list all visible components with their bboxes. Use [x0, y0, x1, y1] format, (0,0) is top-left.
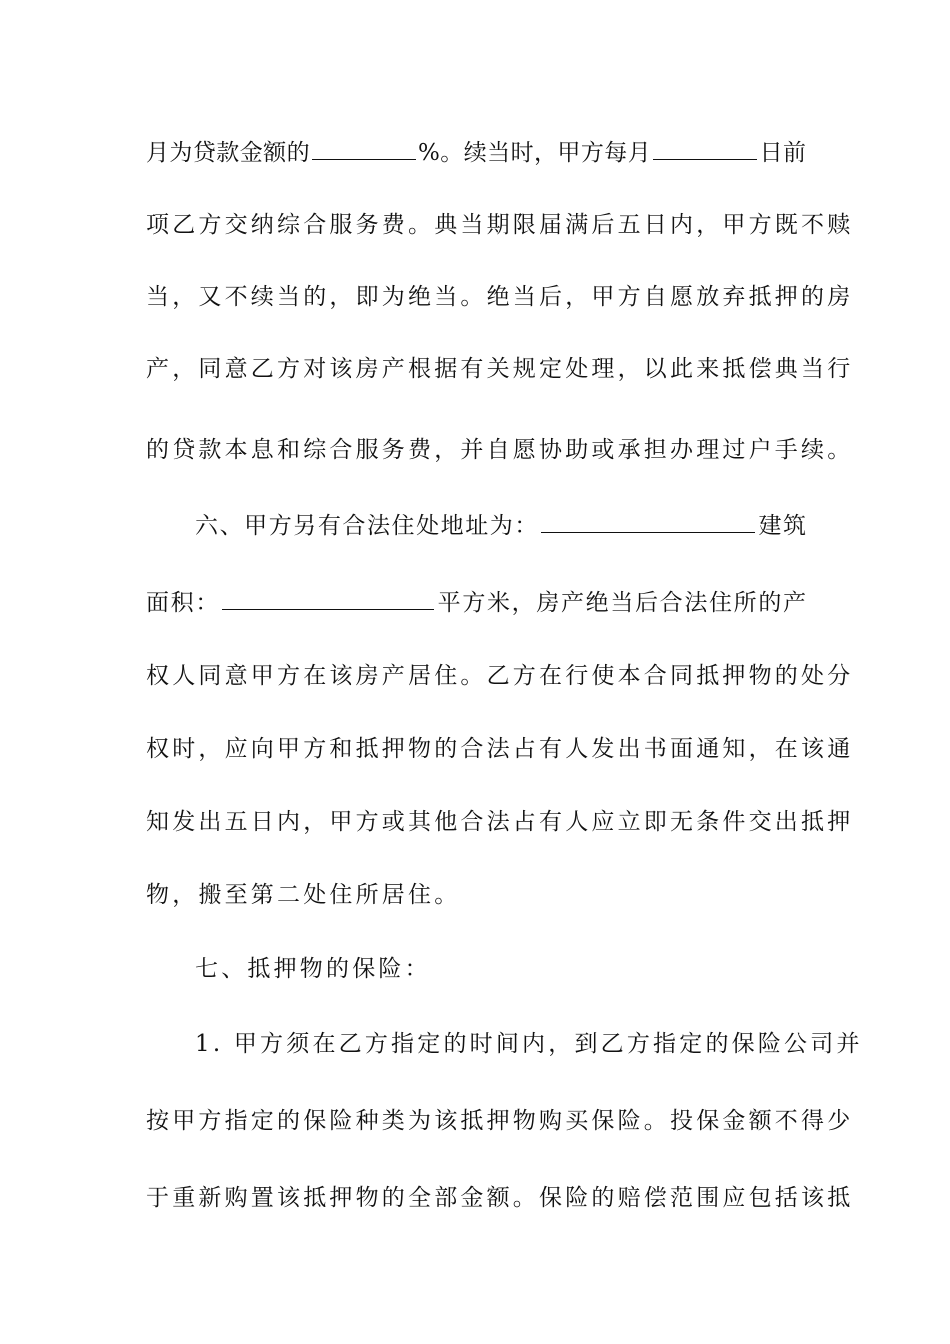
- text-line-11: 物，搬至第二处住所居住。: [146, 882, 461, 908]
- text-segment: 建筑: [756, 513, 806, 539]
- text-line-15: 于重新购置该抵押物的全部金额。保险的赔偿范围应包括该抵: [146, 1185, 854, 1211]
- text-line-10: 知发出五日内，甲方或其他合法占有人应立即无条件交出抵押: [146, 809, 854, 835]
- text-line-7: [146, 585, 806, 621]
- text-line-6: [195, 508, 806, 544]
- text-segment: 日前: [759, 140, 806, 166]
- text-line-8: 权人同意甲方在该房产居住。乙方在行使本合同抵押物的处分: [146, 663, 854, 689]
- text-line-13: 1. 甲方须在乙方指定的时间内，到乙方指定的保险公司并: [195, 1031, 863, 1057]
- fill-blank: [541, 508, 755, 533]
- fill-blank: [653, 135, 757, 160]
- text-line-14: 按甲方指定的保险种类为该抵押物购买保险。投保金额不得少: [146, 1108, 854, 1134]
- text-segment: 平方米，房产绝当后合法住所的产: [436, 590, 807, 616]
- text-segment: %。续当时，甲方每月: [418, 140, 652, 166]
- text-line-12: 七、抵押物的保险：: [195, 956, 431, 982]
- text-line-5: 的贷款本息和综合服务费，并自愿协助或承担办理过户手续。: [146, 437, 854, 463]
- text-segment: 面积：: [146, 590, 220, 616]
- text-line-1: [146, 135, 806, 171]
- text-line-2: 项乙方交纳综合服务费。典当期限届满后五日内，甲方既不赎: [146, 212, 854, 238]
- text-line-9: 权时，应向甲方和抵押物的合法占有人发出书面通知，在该通: [146, 736, 854, 762]
- text-line-4: 产，同意乙方对该房产根据有关规定处理，以此来抵偿典当行: [146, 356, 854, 382]
- fill-blank: [222, 585, 434, 610]
- fill-blank: [312, 135, 416, 160]
- text-segment: 六、甲方另有合法住处地址为：: [195, 513, 539, 539]
- text-segment: 月为贷款金额的: [146, 140, 310, 166]
- text-line-3: 当，又不续当的，即为绝当。绝当后，甲方自愿放弃抵押的房: [146, 284, 854, 310]
